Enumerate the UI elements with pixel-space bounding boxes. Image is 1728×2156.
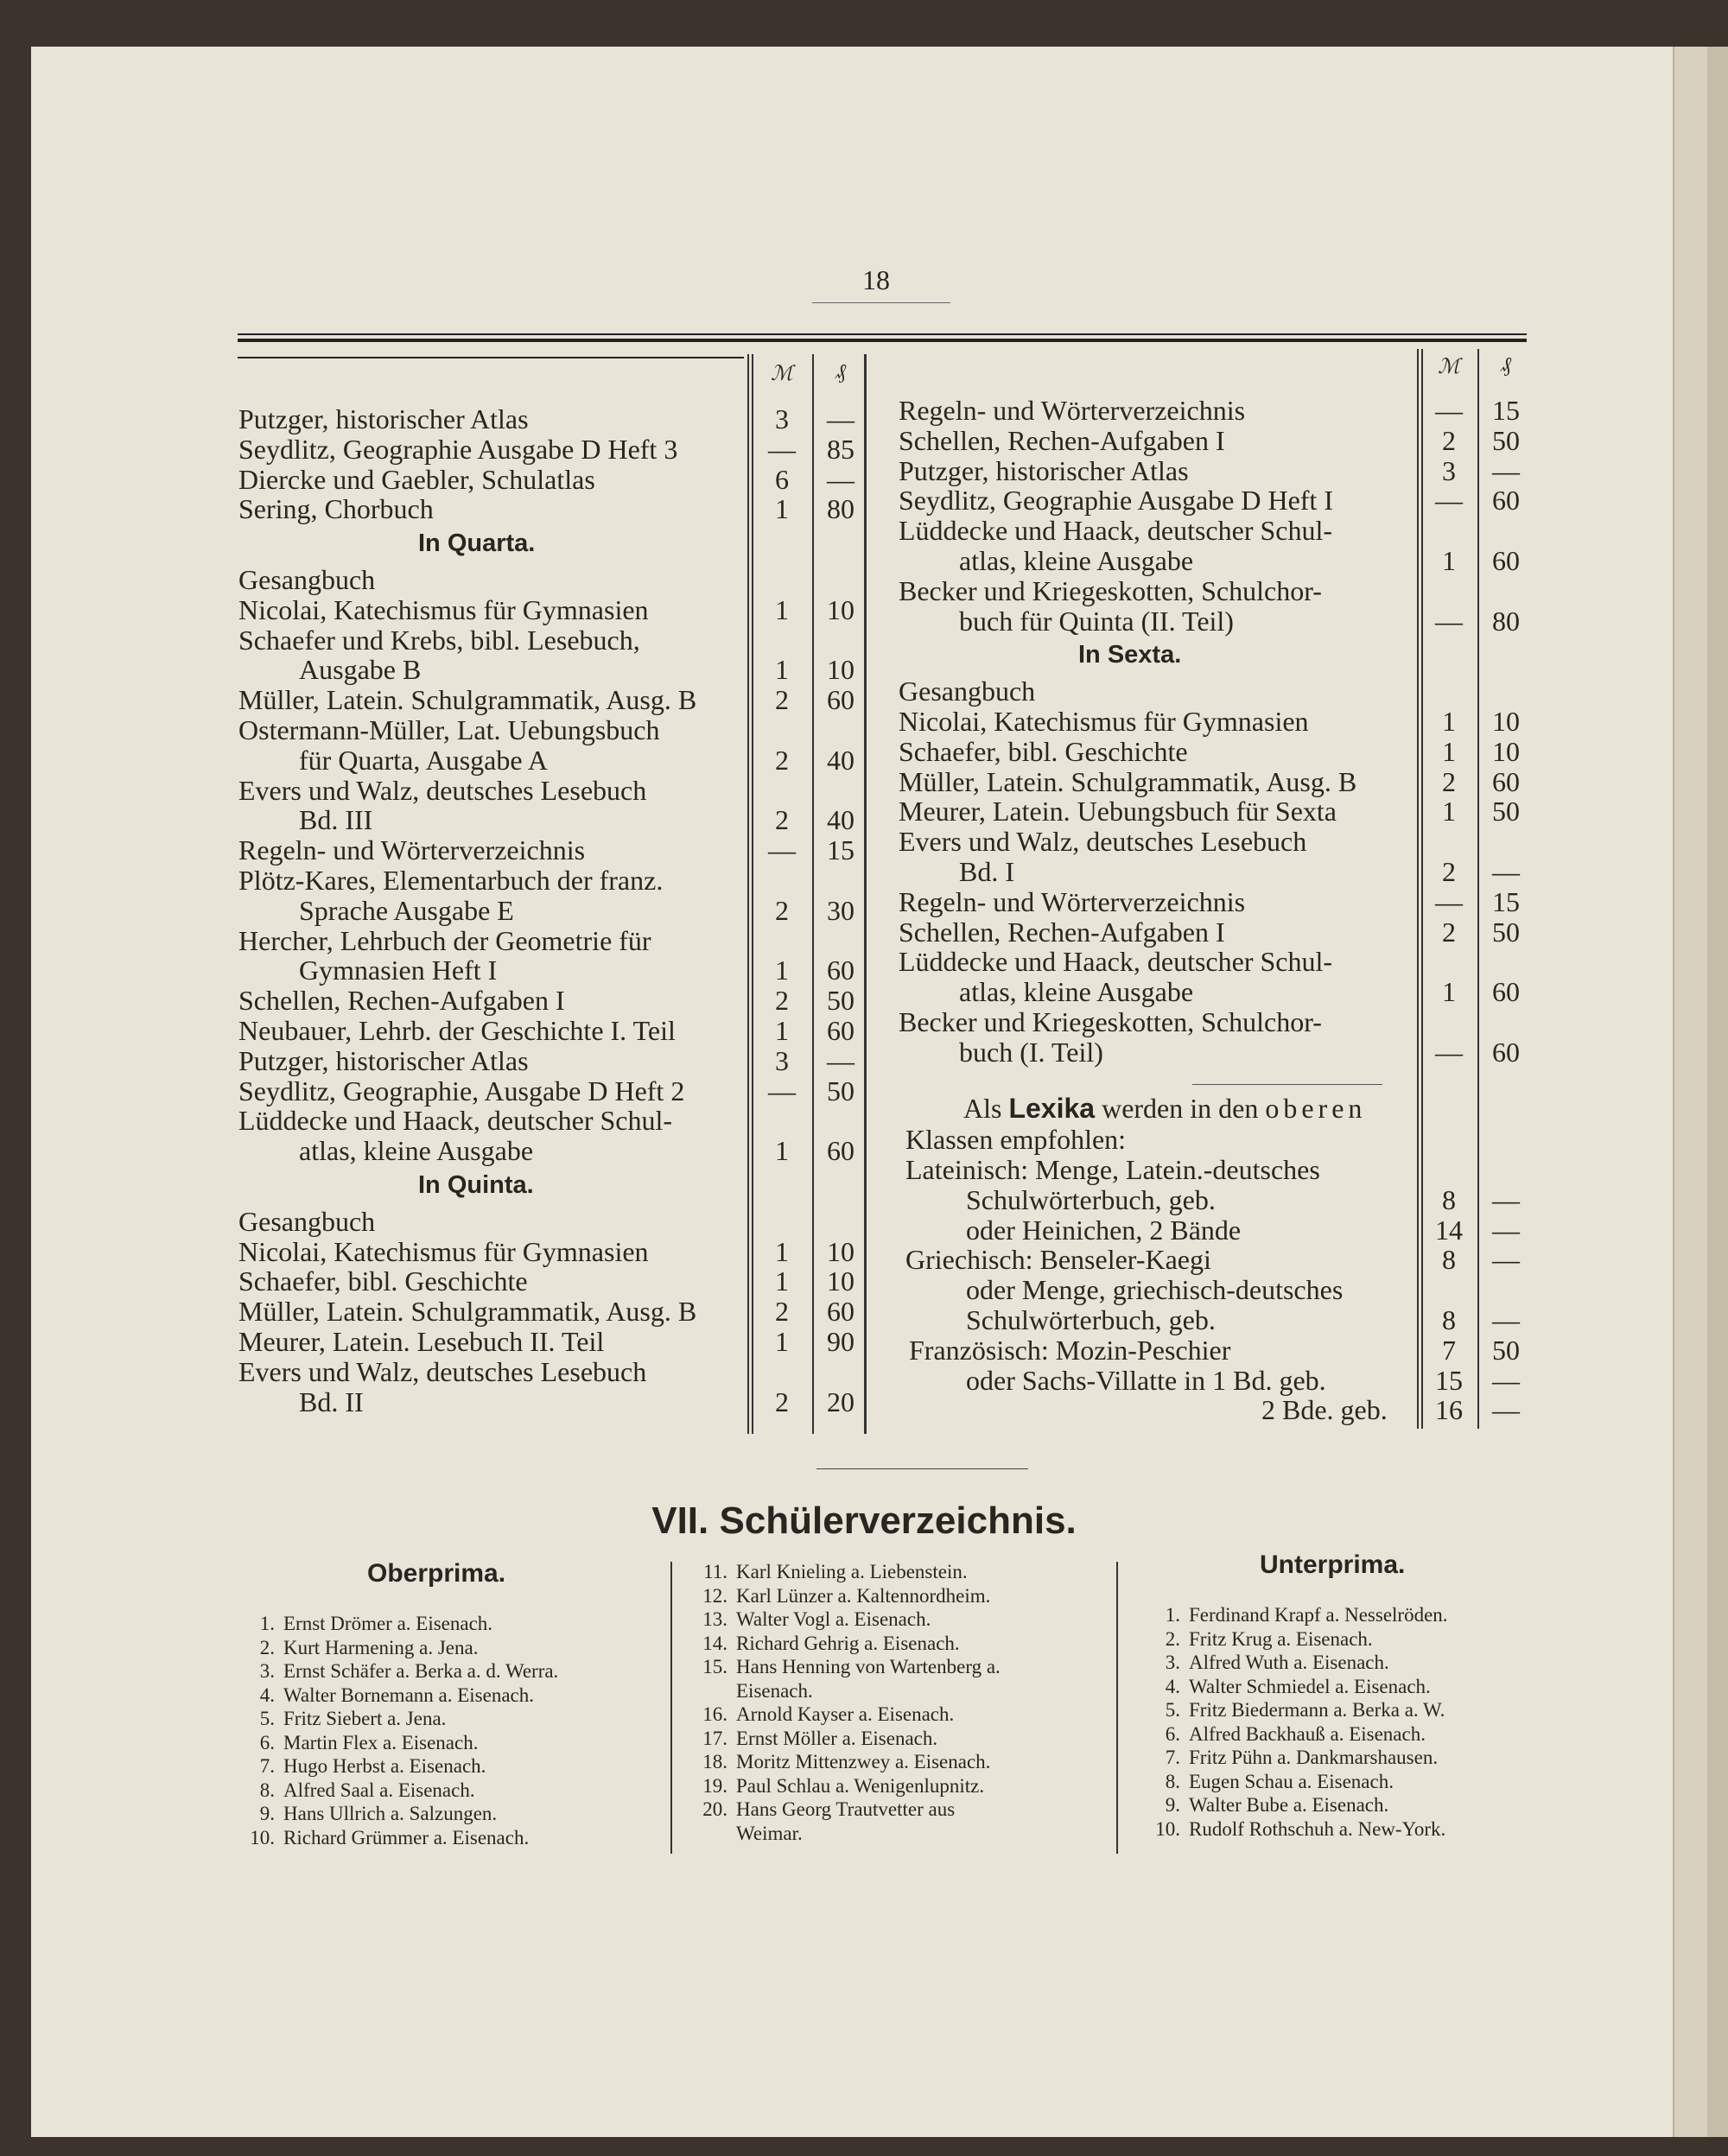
price-pfennig: — [1492,1394,1520,1426]
price-mark: 2 [1442,765,1456,797]
student-name: Arnold Kayser a. Eisenach. [736,1703,955,1725]
price-pfennig: 60 [1492,545,1520,576]
student-number: 7. [259,1755,275,1777]
student-entry-continued [688,1679,813,1703]
book-title: Ostermann-Müller, Lat. Uebungsbuch [238,714,660,745]
price-mark: — [1435,395,1463,426]
student-name: Hans Georg Trautvetter aus [736,1798,956,1820]
student-number: 6. [259,1731,275,1753]
book-title: Putzger, historischer Atlas [238,1044,529,1076]
student-entry [688,1560,968,1583]
price-mark: 3 [1442,454,1456,486]
book-title: Meurer, Latein. Lesebuch II. Teil [238,1326,605,1357]
student-number: 7. [1165,1747,1180,1768]
student-entry [688,1655,1001,1678]
top-rule-thin [238,333,1527,335]
book-title: Becker und Kriegeskotten, Schulchor- [899,574,1322,606]
student-entry [235,1826,529,1849]
student-entry [235,1659,558,1683]
student-name: Alfred Backhauß a. Eisenach. [1189,1722,1426,1745]
price-mark: 14 [1435,1214,1463,1246]
student-entry [1140,1793,1388,1817]
lexikon-entry: 2 Bde. geb. [1261,1394,1388,1426]
student-name: Hugo Herbst a. Eisenach. [283,1755,486,1777]
book-title: Evers und Walz, deutsches Lesebuch [238,774,647,806]
price-mark: 1 [775,1135,789,1167]
student-entry [688,1607,931,1631]
student-name: Eugen Schau a. Eisenach. [1189,1770,1394,1792]
price-pfennig: 50 [827,985,854,1017]
price-pfennig: 10 [1492,735,1520,767]
students-col-divider-2 [1116,1562,1118,1854]
price-pfennig: 40 [827,804,854,836]
price-pfennig: 60 [827,684,854,716]
lexikon-entry: oder Heinichen, 2 Bände [966,1214,1242,1246]
book-title: Neubauer, Lehrb. der Geschichte I. Teil [238,1015,676,1046]
right-mark-line-b [1421,349,1423,1429]
student-name: Ernst Drömer a. Eisenach. [283,1613,493,1634]
left-mark-pf-divider [812,354,814,1434]
book-title-continued: Bd. I [959,856,1014,887]
student-name: Walter Bornemann a. Eisenach. [283,1684,535,1706]
right-mark-pf-divider [1477,349,1479,1429]
lexika-intro-line2: Klassen empfohlen: [905,1124,1127,1155]
pf-header-left: ₰ [835,361,846,384]
student-number: 9. [1165,1794,1180,1816]
book-title: Evers und Walz, deutsches Lesebuch [899,826,1307,858]
student-entry [1140,1817,1445,1841]
student-name: Walter Bube a. Eisenach. [1189,1794,1389,1816]
lexikon-entry: Lateinisch: Menge, Latein.-deutsches [905,1154,1320,1185]
lexika-separator [1192,1084,1382,1085]
section-divider [816,1468,1028,1469]
student-name: Fritz Biedermann a. Berka a. W. [1189,1699,1445,1721]
student-number: 4. [259,1684,275,1706]
book-title-continued: atlas, kleine Ausgabe [959,545,1194,576]
price-pfennig: 60 [827,1015,854,1046]
price-mark: 2 [1442,916,1456,948]
student-number: 3. [1165,1652,1180,1673]
student-number: 10. [250,1826,275,1848]
price-mark: 1 [1442,545,1456,576]
left-column-end [864,354,867,1434]
student-number: 10. [1155,1817,1180,1840]
student-name: Hans Henning von Wartenberg a. [736,1656,1001,1677]
price-pfennig: — [1492,1214,1520,1246]
lexikon-entry: Französisch: Mozin-Peschier [909,1334,1231,1366]
price-mark: 1 [775,1265,789,1297]
right-mark-line-a [1417,349,1419,1429]
price-mark: 1 [775,1235,789,1267]
book-title: Seydlitz, Geographie Ausgabe D Heft I [899,485,1333,517]
section-title: VII. Schülerverzeichnis. [651,1500,1077,1542]
book-title-continued: atlas, kleine Ausgabe [299,1135,534,1167]
student-entry [235,1707,446,1730]
price-pfennig: 80 [1492,605,1520,637]
student-name: Richard Grümmer a. Eisenach. [283,1826,530,1848]
student-entry [235,1754,486,1778]
price-mark: — [768,433,796,465]
price-pfennig: 60 [1492,976,1520,1008]
student-entry [1140,1722,1426,1746]
price-mark: — [1435,1036,1463,1068]
student-number: 6. [1165,1722,1180,1745]
price-pfennig: 15 [1492,885,1520,917]
pf-header-right: ₰ [1501,354,1511,377]
lexikon-entry: oder Menge, griechisch-deutsches [966,1274,1344,1306]
price-pfennig: 50 [1492,1334,1520,1366]
book-title: Regeln- und Wörterverzeichnis [899,395,1246,426]
student-name-continued: Eisenach. [736,1679,813,1702]
student-number: 5. [259,1708,275,1729]
price-pfennig: 10 [827,1235,854,1267]
student-name-continued: Weimar. [736,1822,803,1844]
price-mark: 3 [775,403,789,434]
student-entry [688,1632,960,1655]
student-entry [235,1779,475,1802]
price-pfennig: — [827,403,854,434]
book-title: Regeln- und Wörterverzeichnis [899,885,1246,917]
book-title: Lüddecke und Haack, deutscher Schul- [899,515,1333,547]
book-title: Müller, Latein. Schulgrammatik, Ausg. B [238,1296,697,1328]
student-entry [1140,1651,1389,1674]
student-number: 11. [703,1561,727,1582]
book-title: Gesangbuch [238,564,376,595]
book-title: Diercke und Gaebler, Schulatlas [238,463,595,495]
lexikon-entry: oder Sachs-Villatte in 1 Bd. geb. [966,1364,1326,1396]
price-pfennig: 20 [827,1386,854,1417]
price-mark: — [1435,485,1463,517]
price-pfennig: 40 [827,744,854,776]
price-pfennig: — [1492,1244,1520,1276]
student-entry [235,1612,492,1635]
price-mark: 1 [775,654,789,686]
price-pfennig: 60 [827,954,854,986]
oberprima-heading: Oberprima. [367,1559,506,1588]
student-name: Walter Vogl a. Eisenach. [736,1608,931,1630]
price-mark: 2 [775,1296,789,1328]
price-mark: — [1435,885,1463,917]
price-mark: 15 [1435,1364,1463,1396]
book-title: Schellen, Rechen-Aufgaben I [238,985,565,1017]
top-rule-thick [238,339,1527,342]
student-entry [688,1584,990,1607]
book-title: Seydlitz, Geographie, Ausgabe D Heft 2 [238,1075,685,1107]
price-mark: 1 [775,954,789,986]
book-title: Nicolai, Katechismus für Gymnasien [238,593,649,625]
student-number: 13. [702,1608,727,1630]
students-col-divider-1 [670,1562,672,1854]
book-title: Schellen, Rechen-Aufgaben I [899,424,1225,456]
price-mark: 2 [775,684,789,716]
page-edge-shadow [1707,47,1728,2137]
student-number: 14. [702,1632,727,1654]
student-entry [688,1703,954,1726]
student-name: Ernst Möller a. Eisenach. [736,1727,938,1749]
book-title: Nicolai, Katechismus für Gymnasien [238,1235,649,1267]
book-title: Putzger, historischer Atlas [238,403,529,434]
price-mark: 2 [775,744,789,776]
price-mark: 1 [775,1015,789,1046]
price-mark: 3 [775,1044,789,1076]
lexikon-entry: Griechisch: Benseler-Kaegi [905,1244,1211,1276]
student-entry [1140,1675,1431,1698]
left-rule-under [238,357,744,358]
student-number: 2. [259,1636,275,1658]
price-pfennig: 80 [827,493,854,525]
student-name: Rudolf Rothschuh a. New-York. [1189,1817,1446,1840]
student-name: Ferdinand Krapf a. Nesselröden. [1189,1604,1448,1626]
book-title: Schaefer, bibl. Geschichte [899,735,1188,767]
mark-header-left: ℳ [771,363,793,385]
student-entry [1140,1603,1448,1627]
student-name: Karl Knieling a. Liebenstein. [736,1561,968,1582]
price-pfennig: 90 [827,1326,854,1357]
price-mark: 1 [1442,706,1456,737]
price-mark: 1 [1442,796,1456,828]
student-number: 1. [1165,1604,1180,1626]
book-title-continued: Ausgabe B [299,654,422,686]
book-title-continued: für Quarta, Ausgabe A [299,744,548,776]
price-pfennig: — [1492,856,1520,887]
book-title: Müller, Latein. Schulgrammatik, Ausg. B [899,765,1357,797]
student-number: 2. [1165,1627,1180,1650]
page-edge [1673,47,1709,2137]
price-mark: — [1435,605,1463,637]
price-mark: 2 [1442,856,1456,887]
student-number: 8. [259,1779,275,1801]
left-mark-line-b [752,354,753,1434]
price-pfennig: 60 [1492,485,1520,517]
book-title: Gesangbuch [899,675,1036,707]
student-number: 12. [702,1584,727,1607]
book-title-continued: buch (I. Teil) [959,1036,1103,1068]
price-mark: 16 [1435,1394,1463,1426]
book-title: Nicolai, Katechismus für Gymnasien [899,706,1309,737]
student-number: 17. [702,1727,727,1749]
book-title-continued: Bd. II [299,1386,364,1417]
price-pfennig: 10 [1492,706,1520,737]
book-title-continued: Gymnasien Heft I [299,954,498,986]
price-pfennig: — [1492,1364,1520,1396]
price-pfennig: 15 [1492,395,1520,426]
price-mark: 7 [1442,1334,1456,1366]
student-name: Kurt Harmening a. Jena. [283,1636,479,1658]
price-mark: 6 [775,463,789,495]
unterprima-heading: Unterprima. [1260,1550,1406,1579]
book-title: Meurer, Latein. Uebungsbuch für Sexta [899,796,1337,828]
price-pfennig: 10 [827,593,854,625]
book-title: Müller, Latein. Schulgrammatik, Ausg. B [238,684,697,716]
section-heading: In Sexta. [1078,641,1182,669]
student-entry [1140,1698,1445,1722]
price-mark: 1 [775,493,789,525]
student-entry [688,1774,984,1798]
student-name: Hans Ullrich a. Salzungen. [283,1803,498,1824]
student-name: Fritz Siebert a. Jena. [283,1708,447,1729]
section-heading: In Quinta. [418,1171,534,1199]
book-title: Sering, Chorbuch [238,493,434,525]
price-mark: 1 [1442,735,1456,767]
student-number: 19. [702,1774,727,1797]
student-name: Martin Flex a. Eisenach. [283,1731,479,1753]
book-title: Gesangbuch [238,1205,376,1237]
price-pfennig: 50 [1492,796,1520,828]
book-title: Schaefer und Krebs, bibl. Lesebuch, [238,624,640,656]
book-title: Regeln- und Wörterverzeichnis [238,834,586,866]
price-pfennig: — [1492,1304,1520,1335]
section-heading: In Quarta. [418,529,536,558]
student-entry [1140,1746,1438,1769]
student-name: Fritz Pühn a. Dankmarshausen. [1189,1747,1439,1768]
price-mark: 8 [1442,1304,1456,1335]
price-mark: 8 [1442,1183,1456,1215]
price-pfennig: 85 [827,433,854,465]
price-pfennig: 60 [827,1296,854,1328]
student-number: 15. [702,1656,727,1677]
price-mark: 1 [775,593,789,625]
price-pfennig: 10 [827,654,854,686]
price-pfennig: — [1492,1183,1520,1215]
book-title: Putzger, historischer Atlas [899,454,1189,486]
price-mark: 1 [775,1326,789,1357]
student-entry [235,1636,478,1659]
book-title: Becker und Kriegeskotten, Schulchor- [899,1006,1322,1037]
student-number: 16. [702,1703,727,1725]
price-pfennig: 50 [827,1075,854,1107]
lexikon-entry: Schulwörterbuch, geb. [966,1304,1216,1335]
book-title: Schaefer, bibl. Geschichte [238,1265,528,1297]
price-pfennig: 30 [827,894,854,926]
page-number-underline [812,302,950,303]
student-name: Alfred Saal a. Eisenach. [283,1779,475,1801]
book-title: Lüddecke und Haack, deutscher Schul- [899,946,1333,978]
price-pfennig: — [827,1044,854,1076]
book-title-continued: buch für Quinta (II. Teil) [959,605,1234,637]
student-name: Walter Schmiedel a. Eisenach. [1189,1675,1431,1697]
price-mark: 2 [775,985,789,1017]
book-title: Plötz-Kares, Elementarbuch der franz. [238,865,664,896]
student-entry [235,1802,497,1825]
student-entry [688,1798,955,1821]
price-mark: 2 [775,894,789,926]
book-title: Seydlitz, Geographie Ausgabe D Heft 3 [238,433,678,465]
lexikon-entry: Schulwörterbuch, geb. [966,1183,1216,1215]
lexika-bold: Lexika [1008,1093,1096,1124]
student-entry [688,1750,990,1773]
student-number: 1. [259,1613,275,1634]
student-number: 3. [259,1660,275,1682]
price-mark: 1 [1442,976,1456,1008]
student-number: 4. [1165,1675,1180,1697]
student-entry [235,1684,534,1707]
student-entry-continued [688,1822,803,1845]
price-mark: 2 [1442,424,1456,456]
student-number: 18. [702,1751,727,1772]
price-mark: 8 [1442,1244,1456,1276]
price-mark: — [768,834,796,866]
student-name: Ernst Schäfer a. Berka a. d. Werra. [283,1660,559,1682]
student-entry [1140,1770,1394,1793]
book-title-continued: Sprache Ausgabe E [299,894,514,926]
book-title: Lüddecke und Haack, deutscher Schul- [238,1105,673,1137]
student-name: Paul Schlau a. Wenigenlupnitz. [736,1774,985,1797]
price-mark: 2 [775,1386,789,1417]
lexika-intro: Als Lexika werden in den oberen [963,1093,1367,1124]
student-entry [688,1727,937,1750]
price-mark: — [768,1075,796,1107]
student-name: Karl Lünzer a. Kaltennordheim. [736,1584,991,1607]
student-number: 5. [1165,1699,1180,1721]
student-number: 9. [259,1803,275,1824]
student-name: Richard Gehrig a. Eisenach. [736,1632,960,1654]
student-number: 20. [702,1798,727,1820]
price-pfennig: 60 [1492,1036,1520,1068]
price-pfennig: 50 [1492,916,1520,948]
book-title: Hercher, Lehrbuch der Geometrie für [238,924,651,956]
price-mark: 2 [775,804,789,836]
price-pfennig: — [827,463,854,495]
price-pfennig: 60 [827,1135,854,1167]
student-name: Moritz Mittenzwey a. Eisenach. [736,1751,991,1772]
student-name: Fritz Krug a. Eisenach. [1189,1627,1373,1650]
left-mark-line-a [747,354,749,1434]
price-pfennig: 50 [1492,424,1520,456]
price-pfennig: 15 [827,834,854,866]
student-number: 8. [1165,1770,1180,1792]
book-title: Schellen, Rechen-Aufgaben I [899,916,1225,948]
page-number: 18 [862,264,890,295]
price-pfennig: 10 [827,1265,854,1297]
book-title-continued: Bd. III [299,804,373,836]
price-pfennig: — [1492,454,1520,486]
student-entry [235,1731,478,1754]
mark-header-right: ℳ [1438,356,1460,378]
price-pfennig: 60 [1492,765,1520,797]
student-entry [1140,1627,1373,1651]
student-name: Alfred Wuth a. Eisenach. [1189,1652,1389,1673]
book-title-continued: atlas, kleine Ausgabe [959,976,1194,1008]
book-title: Evers und Walz, deutsches Lesebuch [238,1355,647,1387]
